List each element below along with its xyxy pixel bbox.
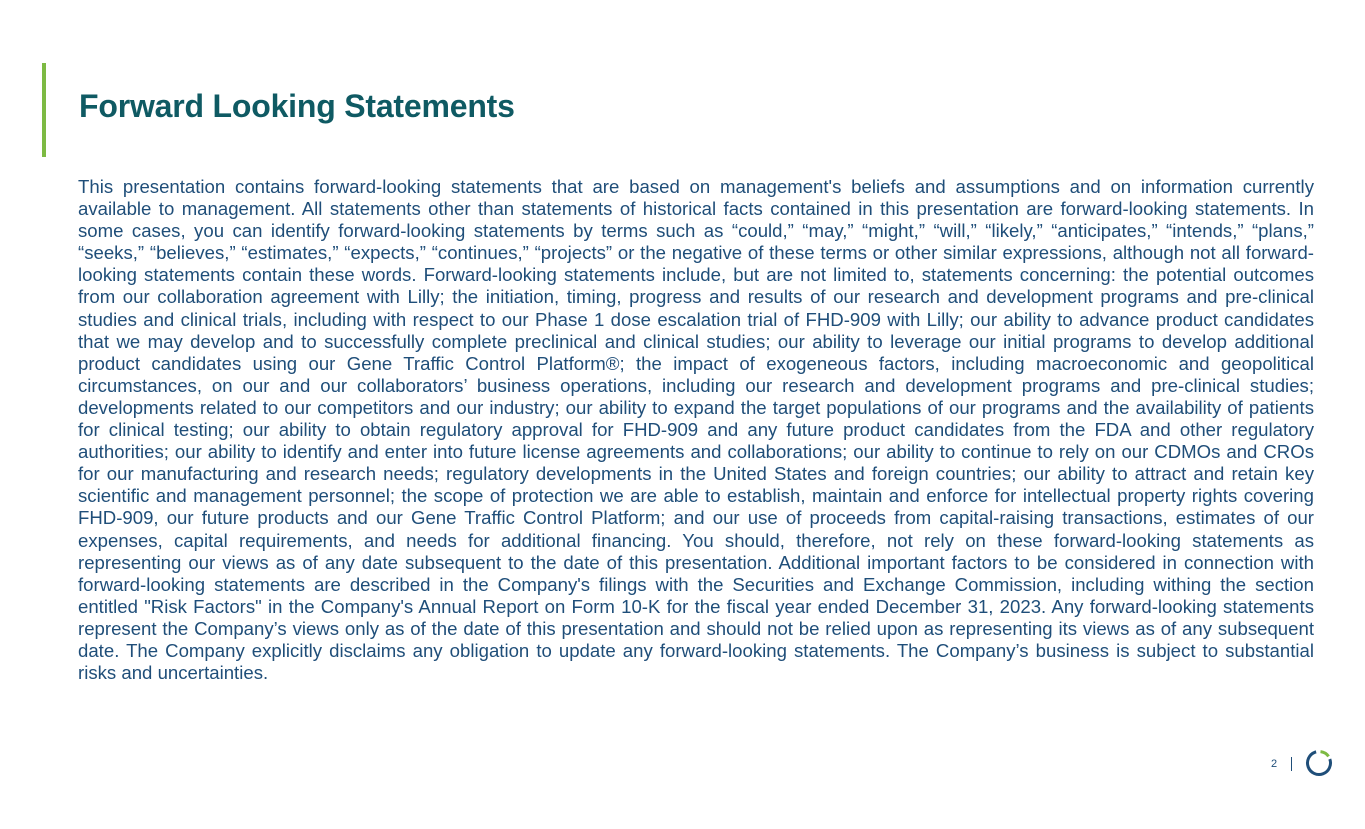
page-title: Forward Looking Statements xyxy=(79,88,515,124)
circular-logo-icon xyxy=(1303,747,1335,779)
page-number: 2 xyxy=(1271,758,1278,770)
footer-divider xyxy=(1291,757,1292,771)
forward-looking-statement-text: This presentation contains forward-looking statements that are based on management's beliefs and assumptions and on information currently available to management. All statements other than statements of historical facts contained in this presentation are forward-looking statements. In some cases, you can identify forward-looking statements by terms such as “could,” “may,” “might,” “will,” “likely,” “anticipates,” “intends,” “plans,” “seeks,” “believes,” “estimates,” “expects,” “continues,” “projects” or the negative of these terms or other similar expressions, although not all forward-looking statements contain these words. Forward-looking statements include, but are not limited to, statements concerning: the potential outcomes from our collaboration agreement with Lilly; the initiation, timing, progress and results of our research and development programs and pre-clinical studies and clinical trials, including with respect to our Phase 1 dose escalation trial of FHD-909 with Lilly; our ability to advance product candidates that we may develop and to successfully complete preclinical and clinical studies; our ability to leverage our initial programs to develop additional product candidates using our Gene Traffic Control Platform®; the impact of exogeneous factors, including macroeconomic and geopolitical circumstances, on our and our collaborators’ business operations, including our research and development programs and pre-clinical studies; developments related to our competitors and our industry; our ability to expand the target populations of our programs and the availability of patients for clinical testing; our ability to obtain regulatory approval for FHD-909 and any future product candidates from the FDA and other regulatory authorities; our ability to identify and enter into future license agreements and collaborations; our ability to continue to rely on our CDMOs and CROs for our manufacturing and research needs; regulatory developments in the United States and foreign countries; our ability to attract and retain key scientific and management personnel; the scope of protection we are able to establish, maintain and enforce for intellectual property rights covering FHD-909, our future products and our Gene Traffic Control Platform; and our use of proceeds from capital-raising transactions, estimates of our expenses, capital requirements, and needs for additional financing. You should, therefore, not rely on these forward-looking statements as representing our views as of any date subsequent to the date of this presentation. Additional important factors to be considered in connection with forward-looking statements are described in the Company's filings with the Securities and Exchange Commission, including withing the section entitled "Risk Factors" in the Company's Annual Report on Form 10-K for the fiscal year ended December 31, 2023. Any forward-looking statements represent the Company’s views only as of the date of this presentation and should not be relied upon as representing its views as of any subsequent date. The Company explicitly disclaims any obligation to update any forward-looking statements. The Company’s business is subject to substantial risks and uncertainties. xyxy=(78,176,1314,684)
title-accent-bar xyxy=(42,63,46,157)
slide-footer xyxy=(1266,745,1338,781)
